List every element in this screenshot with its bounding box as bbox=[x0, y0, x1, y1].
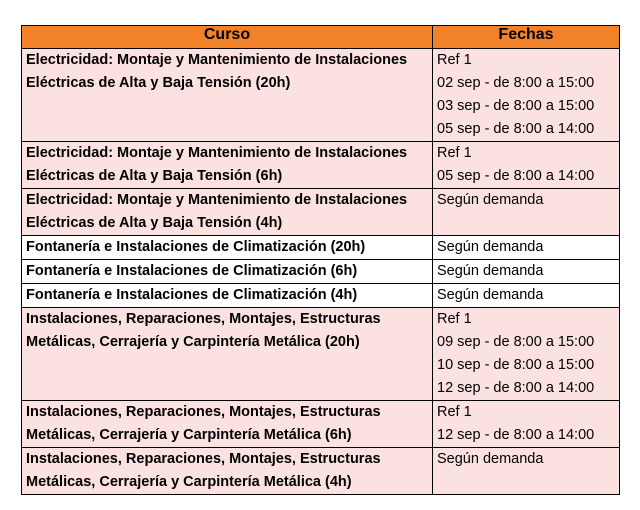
course-name-line: Instalaciones, Reparaciones, Montajes, Estructuras bbox=[26, 311, 381, 327]
course-dates-cell bbox=[433, 142, 620, 189]
table-row bbox=[22, 49, 620, 142]
course-name-line: Instalaciones, Reparaciones, Montajes, Estructuras bbox=[26, 451, 381, 467]
course-name-cell bbox=[22, 189, 433, 236]
course-name-line: Metálicas, Cerrajería y Carpintería Metálica (20h) bbox=[26, 334, 360, 350]
course-name-cell bbox=[22, 401, 433, 448]
table-row bbox=[22, 308, 620, 401]
course-name-line: Metálicas, Cerrajería y Carpintería Metálica (6h) bbox=[26, 427, 352, 443]
table-row bbox=[22, 189, 620, 236]
course-date-line: 12 sep - de 8:00 a 14:00 bbox=[437, 380, 595, 396]
course-dates-cell bbox=[433, 49, 620, 142]
table-row bbox=[22, 142, 620, 189]
course-name-line: Eléctricas de Alta y Baja Tensión (4h) bbox=[26, 215, 283, 231]
course-name-line: Fontanería e Instalaciones de Climatización (4h) bbox=[26, 287, 358, 303]
course-date-line: Según demanda bbox=[437, 263, 544, 279]
course-name-line: Electricidad: Montaje y Mantenimiento de Instalaciones bbox=[26, 145, 408, 161]
course-name-line: Electricidad: Montaje y Mantenimiento de Instalaciones bbox=[26, 52, 408, 68]
course-date-line: Ref 1 bbox=[437, 311, 472, 327]
course-name-line: Instalaciones, Reparaciones, Montajes, Estructuras bbox=[26, 404, 381, 420]
course-name-line: Fontanería e Instalaciones de Climatización (6h) bbox=[26, 263, 358, 279]
course-dates-cell bbox=[433, 189, 620, 236]
course-dates-cell bbox=[433, 448, 620, 495]
course-name-line: Electricidad: Montaje y Mantenimiento de Instalaciones bbox=[26, 192, 408, 208]
table-row bbox=[22, 401, 620, 448]
table-row bbox=[22, 260, 620, 284]
course-date-line: 05 sep - de 8:00 a 14:00 bbox=[437, 121, 595, 137]
course-date-line: Ref 1 bbox=[437, 404, 472, 420]
course-dates-cell bbox=[433, 236, 620, 260]
course-name-cell bbox=[22, 448, 433, 495]
course-name-line: Eléctricas de Alta y Baja Tensión (6h) bbox=[26, 168, 283, 184]
course-dates-cell bbox=[433, 308, 620, 401]
table-row bbox=[22, 236, 620, 260]
course-date-line: Ref 1 bbox=[437, 145, 472, 161]
table-header-row bbox=[22, 26, 620, 49]
course-date-line: 12 sep - de 8:00 a 14:00 bbox=[437, 427, 595, 443]
courses-table bbox=[21, 25, 620, 495]
course-date-line: 09 sep - de 8:00 a 15:00 bbox=[437, 334, 595, 350]
course-name-cell bbox=[22, 142, 433, 189]
course-date-line: 03 sep - de 8:00 a 15:00 bbox=[437, 98, 595, 114]
course-dates-cell bbox=[433, 260, 620, 284]
course-dates-cell bbox=[433, 401, 620, 448]
course-date-line: Según demanda bbox=[437, 192, 544, 208]
course-name-line: Eléctricas de Alta y Baja Tensión (20h) bbox=[26, 75, 291, 91]
course-name-line: Metálicas, Cerrajería y Carpintería Metálica (4h) bbox=[26, 474, 352, 490]
table-row bbox=[22, 284, 620, 308]
course-date-line: Según demanda bbox=[437, 239, 544, 255]
course-name-line: Fontanería e Instalaciones de Climatización (20h) bbox=[26, 239, 366, 255]
column-header-fechas: Fechas bbox=[433, 26, 620, 49]
column-header-curso: Curso bbox=[22, 26, 433, 49]
course-date-line: Según demanda bbox=[437, 451, 544, 467]
course-date-line: 10 sep - de 8:00 a 15:00 bbox=[437, 357, 595, 373]
course-date-line: 02 sep - de 8:00 a 15:00 bbox=[437, 75, 595, 91]
course-name-cell bbox=[22, 236, 433, 260]
course-date-line: 05 sep - de 8:00 a 14:00 bbox=[437, 168, 595, 184]
course-name-cell bbox=[22, 308, 433, 401]
course-dates-cell bbox=[433, 284, 620, 308]
course-name-cell bbox=[22, 284, 433, 308]
course-date-line: Ref 1 bbox=[437, 52, 472, 68]
course-date-line: Según demanda bbox=[437, 287, 544, 303]
course-name-cell bbox=[22, 49, 433, 142]
course-name-cell bbox=[22, 260, 433, 284]
table-row bbox=[22, 448, 620, 495]
